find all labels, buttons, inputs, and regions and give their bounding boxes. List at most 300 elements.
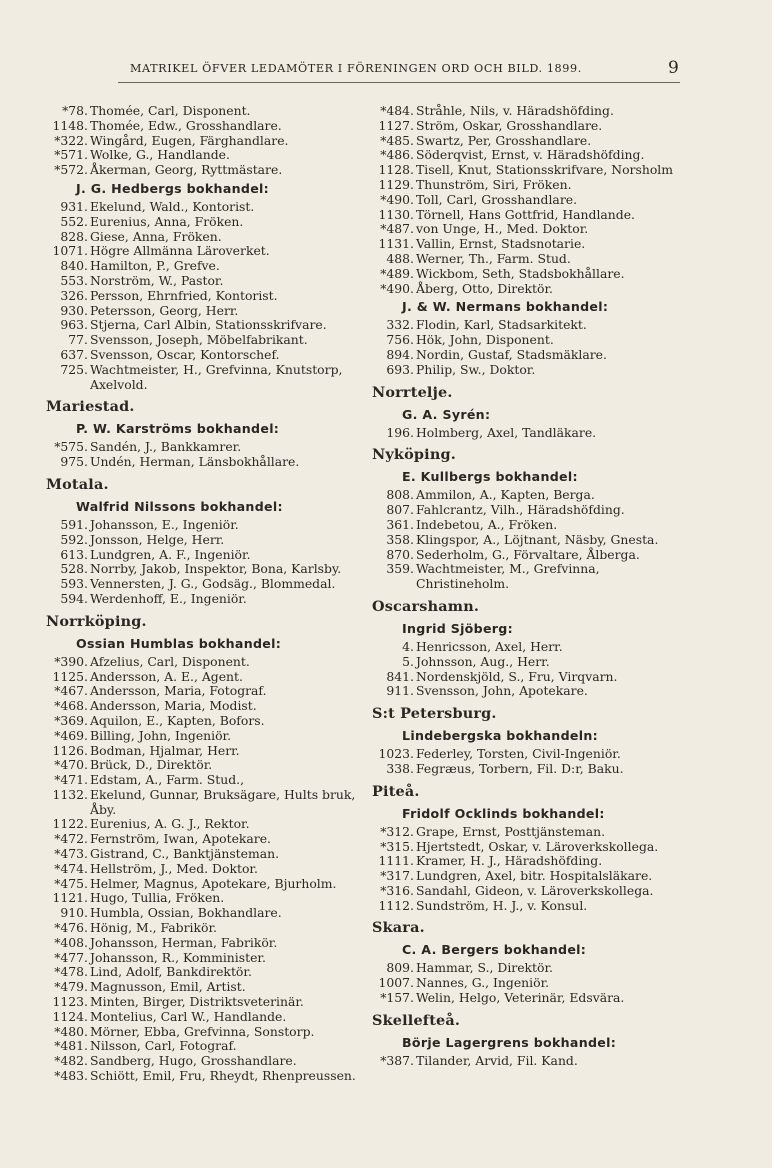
- member-text: Nordin, Gustaf, Stadsmäklare.: [416, 346, 607, 362]
- member-entry: [46, 148, 366, 163]
- member-entry: [372, 655, 692, 670]
- member-number: 196.: [386, 424, 414, 440]
- member-entry: [46, 104, 366, 119]
- member-number: *489.: [380, 265, 414, 281]
- member-number: *78.: [62, 103, 88, 118]
- member-text: Svensson, John, Apotekare.: [416, 683, 588, 699]
- member-number: *572.: [54, 162, 88, 178]
- member-text: Gistrand, C., Banktjänsteman.: [90, 846, 280, 862]
- member-text: Törnell, Hans Gottfrid, Handlande.: [416, 206, 635, 222]
- member-number: *472.: [54, 831, 88, 847]
- city-heading: Piteå.: [372, 782, 420, 800]
- member-entry: [372, 684, 692, 699]
- member-number: *312.: [380, 823, 414, 839]
- member-number: 809.: [386, 960, 414, 976]
- member-number: 1129.: [378, 176, 414, 192]
- city-heading: Norrköping.: [46, 612, 147, 630]
- member-number: 931.: [60, 198, 88, 214]
- member-number: *315.: [380, 838, 414, 854]
- member-text: Ammilon, A., Kapten, Berga.: [416, 487, 595, 503]
- member-entry: [46, 921, 366, 936]
- member-entry: [46, 244, 366, 259]
- member-number: 77.: [68, 332, 88, 348]
- member-text: Svensson, Joseph, Möbelfabrikant.: [90, 332, 308, 348]
- member-entry: [46, 1054, 366, 1069]
- member-number: *468.: [54, 698, 88, 714]
- member-entry: [372, 134, 692, 149]
- member-entry: [46, 274, 366, 289]
- member-entry: [372, 282, 692, 297]
- member-number: 911.: [386, 683, 414, 699]
- member-number: 828.: [60, 228, 88, 244]
- member-entry: [372, 747, 692, 762]
- member-entry: [372, 222, 692, 237]
- bookshop-heading: Lindebergska bokhandeln:: [402, 728, 598, 744]
- member-text: Aquilon, E., Kapten, Bofors.: [90, 712, 265, 728]
- member-number: 1125.: [52, 668, 88, 684]
- member-text: Werdenhoff, E., Ingeniör.: [90, 590, 247, 606]
- city-heading: Skara.: [372, 919, 425, 937]
- member-text: Henricsson, Axel, Herr.: [416, 638, 563, 654]
- bookshop-heading: Ossian Humblas bokhandel:: [76, 635, 282, 651]
- member-number: 1111.: [378, 853, 414, 869]
- member-text: Hjertstedt, Oskar, v. Läroverkskollega.: [416, 838, 659, 854]
- member-text: Afzelius, Carl, Disponent.: [90, 653, 250, 669]
- member-entry: [372, 148, 692, 163]
- member-text: Sandahl, Gideon, v. Läroverkskollega.: [416, 882, 654, 898]
- member-number: *480.: [54, 1023, 88, 1039]
- member-text: Wolke, G., Handlande.: [90, 147, 230, 163]
- member-entry: [46, 215, 366, 230]
- member-entry: [46, 518, 366, 533]
- member-text: Wickbom, Seth, Stadsbokhållare.: [416, 265, 625, 281]
- member-entry: [372, 518, 692, 533]
- member-text: Hök, John, Disponent.: [416, 332, 554, 348]
- member-text: Lundgren, A. F., Ingeniör.: [90, 546, 251, 562]
- member-entry: [46, 832, 366, 847]
- member-entry: [372, 961, 692, 976]
- member-entry: [372, 762, 692, 777]
- member-number: 807.: [386, 502, 414, 518]
- member-number: *473.: [54, 846, 88, 862]
- member-number: 930.: [60, 302, 88, 318]
- member-entry: [46, 773, 366, 788]
- member-text: Helmer, Magnus, Apotekare, Bjurholm.: [90, 875, 337, 891]
- member-entry: [46, 995, 366, 1010]
- member-entry: [46, 729, 366, 744]
- member-number: 1112.: [378, 897, 414, 913]
- member-number: 910.: [60, 905, 88, 921]
- member-number: 1121.: [52, 890, 88, 906]
- member-number: *482.: [54, 1053, 88, 1069]
- member-entry: [46, 333, 366, 348]
- member-text: Hugo, Tullia, Fröken.: [90, 890, 225, 906]
- member-entry: [372, 548, 692, 563]
- city-heading: Skellefteå.: [372, 1011, 461, 1029]
- member-text: Holmberg, Axel, Tandläkare.: [416, 424, 597, 440]
- member-number: 1023.: [378, 746, 414, 762]
- member-entry: [46, 936, 366, 951]
- member-number: *316.: [380, 882, 414, 898]
- member-entry: [46, 862, 366, 877]
- member-entry: [46, 134, 366, 149]
- member-number: *390.: [54, 653, 88, 669]
- member-text: Petersson, Georg, Herr.: [90, 302, 239, 318]
- member-entry: [372, 426, 692, 441]
- member-text: Johnsson, Aug., Herr.: [416, 653, 550, 669]
- member-text: Magnusson, Emil, Artist.: [90, 979, 246, 995]
- member-text: Tisell, Knut, Stationsskrifvare, Norsholm: [416, 162, 673, 178]
- member-text: Undén, Herman, Länsbokhållare.: [90, 454, 300, 470]
- member-entry: [46, 592, 366, 607]
- member-entry: [46, 455, 366, 470]
- bookshop-heading: P. W. Karströms bokhandel:: [76, 421, 280, 437]
- member-number: 338.: [386, 760, 414, 776]
- member-text: Sandberg, Hugo, Grosshandlare.: [90, 1053, 297, 1069]
- member-number: *469.: [54, 727, 88, 743]
- member-text: Welin, Helgo, Veterinär, Edsvära.: [416, 990, 625, 1006]
- member-text: Bodman, Hjalmar, Herr.: [90, 742, 240, 758]
- member-text: Schiött, Emil, Fru, Rheydt, Rhenpreussen.: [90, 1068, 356, 1084]
- member-entry: [46, 817, 366, 832]
- member-number: *490.: [380, 191, 414, 207]
- member-entry: [372, 991, 692, 1006]
- member-entry: [46, 744, 366, 759]
- member-entry: [46, 548, 366, 563]
- bookshop-heading: G. A. Syrén:: [402, 406, 491, 422]
- member-entry: [46, 1010, 366, 1025]
- member-text: Hamilton, P., Grefve.: [90, 258, 220, 274]
- member-text: Nordenskjöld, S., Fru, Virqvarn.: [416, 668, 618, 684]
- member-entry: [46, 714, 366, 729]
- member-entry: [46, 906, 366, 921]
- member-number: 1122.: [52, 816, 88, 832]
- member-entry: [372, 869, 692, 884]
- member-number: *575.: [54, 439, 88, 455]
- member-text: Fernström, Iwan, Apotekare.: [90, 831, 271, 847]
- city-heading: Motala.: [46, 475, 109, 493]
- member-text: Stråhle, Nils, v. Häradshöfding.: [416, 103, 614, 118]
- member-number: *477.: [54, 949, 88, 965]
- member-text: Lind, Adolf, Bankdirektör.: [90, 964, 252, 980]
- member-entry: [46, 440, 366, 455]
- member-entry: [46, 230, 366, 245]
- member-text: Werner, Th., Farm. Stud.: [416, 250, 571, 266]
- right-column: [372, 104, 692, 1069]
- member-number: *475.: [54, 875, 88, 891]
- member-text: Wachtmeister, M., Grefvinna, Christineholm.: [416, 561, 600, 592]
- member-text: Jonsson, Helge, Herr.: [90, 531, 225, 547]
- member-entry: [372, 503, 692, 518]
- member-number: 4.: [402, 638, 414, 654]
- member-number: 553.: [60, 272, 88, 288]
- member-text: Johansson, Herman, Fabrikör.: [90, 934, 278, 950]
- member-text: Montelius, Carl W., Handlande.: [90, 1008, 287, 1024]
- page-header: [0, 58, 772, 82]
- member-entry: [46, 163, 366, 178]
- member-entry: [372, 252, 692, 267]
- member-entry: [372, 208, 692, 223]
- member-text: Andersson, Maria, Fotograf.: [90, 683, 267, 699]
- member-text: Klingspor, A., Löjtnant, Näsby, Gnesta.: [416, 531, 659, 547]
- member-text: Eurenius, Anna, Fröken.: [90, 213, 244, 229]
- bookshop-heading: J. & W. Nermans bokhandel:: [402, 299, 609, 315]
- member-number: *476.: [54, 920, 88, 936]
- member-entry: [372, 348, 692, 363]
- member-number: 1148.: [52, 117, 88, 133]
- member-text: Hammar, S., Direktör.: [416, 960, 553, 976]
- header-rule: [118, 82, 680, 83]
- member-number: *470.: [54, 757, 88, 773]
- member-entry: [372, 825, 692, 840]
- member-text: Vennersten, J. G., Godsäg., Blommedal.: [90, 576, 336, 592]
- member-text: Eurenius, A. G. J., Rektor.: [90, 816, 250, 832]
- running-title: MATRIKEL ÖFVER LEDAMÖTER I FÖRENINGEN ORD OCH BILD. 1899.: [130, 62, 582, 75]
- member-entry: [372, 267, 692, 282]
- member-number: *481.: [54, 1038, 88, 1054]
- member-text: Persson, Ehrnfried, Kontorist.: [90, 287, 278, 303]
- city-heading: Oscarshamn.: [372, 597, 480, 615]
- member-entry: [46, 877, 366, 892]
- member-entry: [46, 577, 366, 592]
- member-number: 841.: [386, 668, 414, 684]
- member-entry: [46, 788, 366, 818]
- city-heading: S:t Petersburg.: [372, 705, 497, 723]
- member-text: Hellström, J., Med. Doktor.: [90, 860, 258, 876]
- member-number: 591.: [60, 516, 88, 532]
- member-text: Mörner, Ebba, Grefvinna, Sonstorp.: [90, 1023, 315, 1039]
- member-entry: [46, 965, 366, 980]
- member-text: Svensson, Oscar, Kontorschef.: [90, 346, 280, 362]
- member-text: Thunström, Siri, Fröken.: [416, 176, 572, 192]
- member-number: *571.: [54, 147, 88, 163]
- member-entry: [46, 259, 366, 274]
- member-number: 593.: [60, 576, 88, 592]
- member-entry: [46, 980, 366, 995]
- member-number: 326.: [60, 287, 88, 303]
- member-text: Vallin, Ernst, Stadsnotarie.: [416, 236, 586, 252]
- member-entry: [372, 670, 692, 685]
- member-text: Philip, Sw., Doktor.: [416, 361, 536, 377]
- member-number: 5.: [402, 653, 414, 669]
- member-text: Billing, John, Ingeniör.: [90, 727, 232, 743]
- member-number: *485.: [380, 132, 414, 148]
- bookshop-heading: Börje Lagergrens bokhandel:: [402, 1034, 617, 1050]
- member-number: 594.: [60, 590, 88, 606]
- member-number: *467.: [54, 683, 88, 699]
- member-entry: [46, 119, 366, 134]
- member-text: Högre Allmänna Läroverket.: [90, 243, 270, 259]
- member-entry: [46, 348, 366, 363]
- member-entry: [46, 363, 366, 393]
- member-text: Norström, W., Pastor.: [90, 272, 224, 288]
- member-number: 332.: [386, 317, 414, 333]
- member-entry: [46, 699, 366, 714]
- member-entry: [372, 237, 692, 252]
- member-entry: [372, 884, 692, 899]
- member-text: Kramer, H. J., Häradshöfding.: [416, 853, 603, 869]
- member-number: *483.: [54, 1068, 88, 1084]
- member-text: Giese, Anna, Fröken.: [90, 228, 222, 244]
- member-text: Nilsson, Carl, Fotograf.: [90, 1038, 237, 1054]
- member-number: 1128.: [378, 162, 414, 178]
- member-text: Thomée, Edw., Grosshandlare.: [90, 117, 282, 133]
- member-text: Sandén, J., Bankkamrer.: [90, 439, 242, 455]
- member-number: *471.: [54, 772, 88, 788]
- member-number: *486.: [380, 147, 414, 163]
- member-number: 488.: [386, 250, 414, 266]
- member-number: *478.: [54, 964, 88, 980]
- member-text: Wachtmeister, H., Grefvinna, Knutstorp, Axelvold.: [90, 361, 343, 392]
- member-text: Andersson, A. E., Agent.: [90, 668, 243, 684]
- member-entry: [372, 1054, 692, 1069]
- member-entry: [46, 533, 366, 548]
- member-number: 1007.: [378, 975, 414, 991]
- member-text: Indebetou, A., Fröken.: [416, 516, 558, 532]
- member-text: Andersson, Maria, Modist.: [90, 698, 257, 714]
- member-entry: [46, 289, 366, 304]
- member-number: 725.: [60, 361, 88, 377]
- member-entry: [372, 533, 692, 548]
- member-text: Grape, Ernst, Posttjänsteman.: [416, 823, 606, 839]
- member-number: *484.: [380, 103, 414, 118]
- member-number: 1127.: [378, 117, 414, 133]
- member-entry: [46, 304, 366, 319]
- member-text: Nannes, G., Ingeniör.: [416, 975, 550, 991]
- member-entry: [46, 951, 366, 966]
- member-text: Ström, Oskar, Grosshandlare.: [416, 117, 603, 133]
- bookshop-heading: Walfrid Nilssons bokhandel:: [76, 498, 283, 514]
- member-number: 359.: [386, 561, 414, 577]
- member-text: Toll, Carl, Grosshandlare.: [416, 191, 578, 207]
- member-entry: [372, 899, 692, 914]
- city-heading: Nyköping.: [372, 446, 456, 464]
- member-text: Tilander, Arvid, Fil. Kand.: [416, 1052, 578, 1068]
- member-entry: [372, 840, 692, 855]
- member-text: Minten, Birger, Distriktsveterinär.: [90, 994, 304, 1010]
- member-text: Brück, D., Direktör.: [90, 757, 213, 773]
- member-entry: [46, 562, 366, 577]
- member-entry: [46, 655, 366, 670]
- member-number: 870.: [386, 546, 414, 562]
- member-number: *387.: [380, 1052, 414, 1068]
- member-number: 1130.: [378, 206, 414, 222]
- member-entry: [372, 119, 692, 134]
- city-heading: Norrtelje.: [372, 383, 453, 401]
- member-number: 975.: [60, 454, 88, 470]
- bookshop-heading: J. G. Hedbergs bokhandel:: [76, 180, 269, 196]
- member-text: Humbla, Ossian, Bokhandlare.: [90, 905, 282, 921]
- member-entry: [372, 193, 692, 208]
- member-text: Norrby, Jakob, Inspektor, Bona, Karlsby.: [90, 561, 342, 577]
- member-number: 637.: [60, 346, 88, 362]
- member-number: *408.: [54, 934, 88, 950]
- member-text: Flodin, Karl, Stadsarkitekt.: [416, 317, 587, 333]
- member-number: 693.: [386, 361, 414, 377]
- member-text: Ekelund, Gunnar, Bruksägare, Hults bruk, Åby.: [90, 786, 356, 817]
- member-number: 808.: [386, 487, 414, 503]
- member-text: Stjerna, Carl Albin, Stationsskrifvare.: [90, 317, 327, 333]
- member-entry: [372, 163, 692, 178]
- member-text: Sundström, H. J., v. Konsul.: [416, 897, 588, 913]
- bookshop-heading: Fridolf Ocklinds bokhandel:: [402, 805, 605, 821]
- member-entry: [372, 562, 692, 592]
- member-text: Fahlcrantz, Vilh., Häradshöfding.: [416, 502, 625, 518]
- member-text: Edstam, A., Farm. Stud.,: [90, 772, 245, 788]
- member-number: 1071.: [52, 243, 88, 259]
- member-number: 1132.: [52, 786, 88, 802]
- member-number: 1124.: [52, 1008, 88, 1024]
- member-text: von Unge, H., Med. Doktor.: [416, 221, 589, 237]
- member-number: 361.: [386, 516, 414, 532]
- member-number: *487.: [380, 221, 414, 237]
- member-number: 358.: [386, 531, 414, 547]
- member-number: 756.: [386, 332, 414, 348]
- member-entry: [46, 670, 366, 685]
- member-entry: [46, 847, 366, 862]
- member-entry: [372, 363, 692, 378]
- member-entry: [46, 1025, 366, 1040]
- member-text: Johansson, R., Komminister.: [90, 949, 266, 965]
- member-entry: [372, 178, 692, 193]
- member-number: 528.: [60, 561, 88, 577]
- bookshop-heading: C. A. Bergers bokhandel:: [402, 942, 587, 958]
- member-number: 1126.: [52, 742, 88, 758]
- member-text: Ekelund, Wald., Kontorist.: [90, 198, 255, 214]
- bookshop-heading: E. Kullbergs bokhandel:: [402, 469, 578, 485]
- member-text: Hönig, M., Fabrikör.: [90, 920, 217, 936]
- member-text: Thomée, Carl, Disponent.: [90, 103, 251, 118]
- member-entry: [372, 854, 692, 869]
- member-number: 840.: [60, 258, 88, 274]
- member-number: *490.: [380, 280, 414, 296]
- page-number: 9: [668, 58, 679, 78]
- member-entry: [46, 891, 366, 906]
- member-number: *322.: [54, 132, 88, 148]
- member-text: Johansson, E., Ingeniör.: [90, 516, 239, 532]
- member-number: *317.: [380, 868, 414, 884]
- member-entry: [46, 318, 366, 333]
- member-number: *369.: [54, 712, 88, 728]
- member-number: 894.: [386, 346, 414, 362]
- member-number: 963.: [60, 317, 88, 333]
- member-entry: [372, 333, 692, 348]
- left-column: [46, 104, 366, 1084]
- bookshop-heading: Ingrid Sjöberg:: [402, 620, 513, 636]
- member-entry: [46, 1069, 366, 1084]
- member-number: *474.: [54, 860, 88, 876]
- member-text: Wingård, Eugen, Färghandlare.: [90, 132, 289, 148]
- member-text: Fegræus, Torbern, Fil. D:r, Baku.: [416, 760, 624, 776]
- member-number: 592.: [60, 531, 88, 547]
- member-text: Åkerman, Georg, Ryttmästare.: [90, 162, 283, 178]
- member-text: Lundgren, Axel, bitr. Hospitalsläkare.: [416, 868, 653, 884]
- member-text: Swartz, Per, Grosshandlare.: [416, 132, 592, 148]
- member-entry: [372, 488, 692, 503]
- city-heading: Mariestad.: [46, 398, 135, 416]
- member-number: 1123.: [52, 994, 88, 1010]
- member-entry: [372, 104, 692, 119]
- member-text: Söderqvist, Ernst, v. Häradshöfding.: [416, 147, 645, 163]
- member-entry: [372, 976, 692, 991]
- member-text: Federley, Torsten, Civil-Ingeniör.: [416, 746, 621, 762]
- member-number: 552.: [60, 213, 88, 229]
- member-entry: [372, 318, 692, 333]
- member-number: *479.: [54, 979, 88, 995]
- member-text: Sederholm, G., Förvaltare, Ålberga.: [416, 546, 640, 562]
- member-number: *157.: [380, 990, 414, 1006]
- member-entry: [46, 1039, 366, 1054]
